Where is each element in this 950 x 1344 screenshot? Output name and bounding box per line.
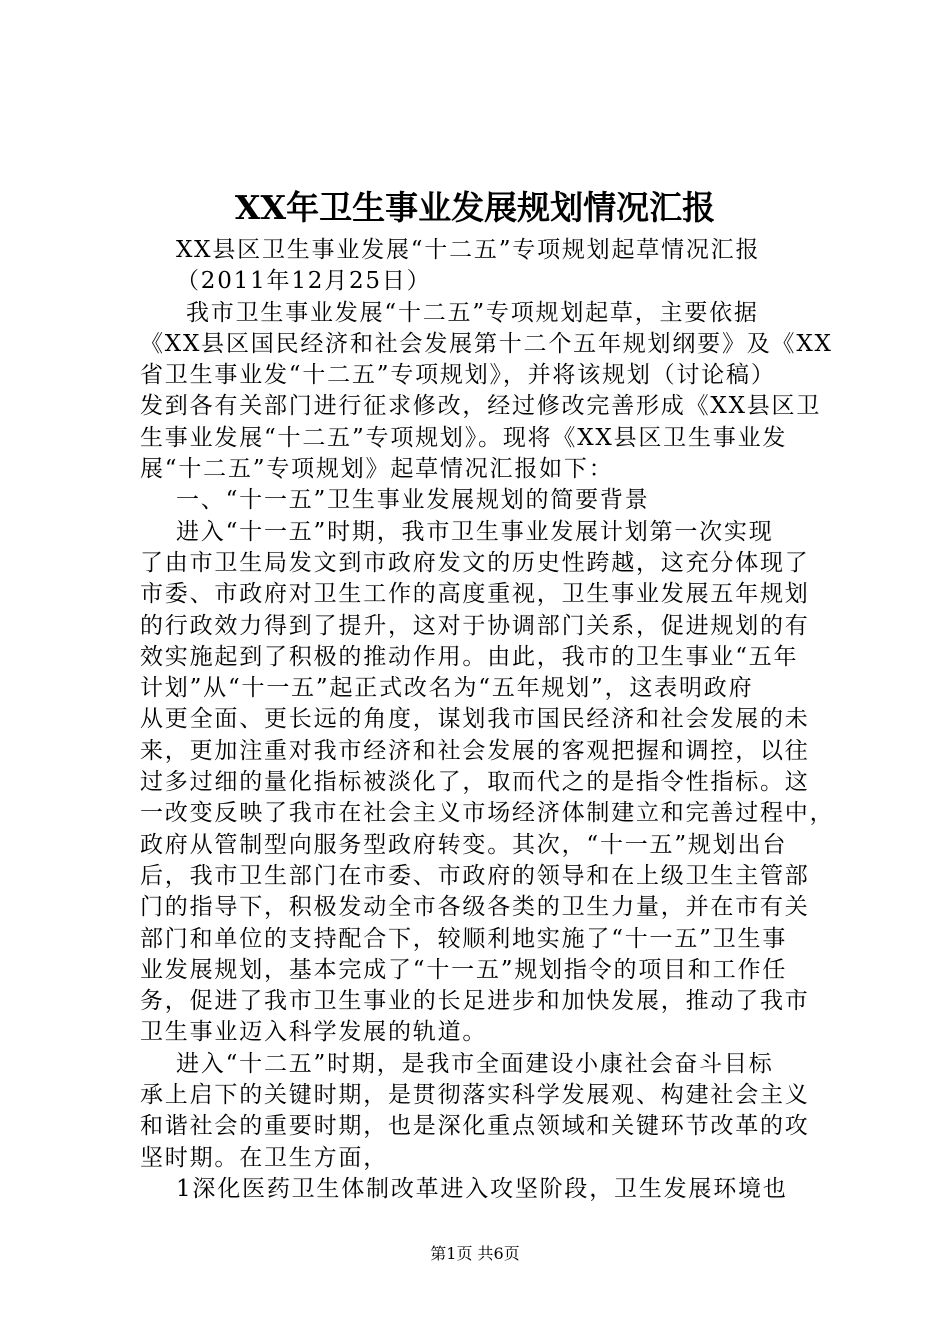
paragraph-line: 了由市卫生局发文到市政府发文的历史性跨越，这充分体现了: [140, 549, 810, 576]
paragraph-line: 省卫生事业发“十二五”专项规划》，并将该规划（讨论稿）: [140, 362, 776, 389]
paragraph-line: 和谐社会的重要时期，也是深化重点领域和关键环节改革的攻: [140, 1113, 810, 1140]
paragraph-line: 进入“十二五”时期，是我市全面建设小康社会奋斗目标: [176, 1050, 774, 1077]
report-date: （2011年12月25日）: [176, 268, 432, 295]
paragraph-line: 来，更加注重对我市经济和社会发展的客观把握和调控，以往: [140, 737, 810, 764]
paragraph-line: 市委、市政府对卫生工作的高度重视，卫生事业发展五年规划: [140, 581, 810, 608]
paragraph-line: 业发展规划，基本完成了“十一五”规划指令的项目和工作任: [140, 956, 788, 983]
paragraph-line: 卫生事业迈入科学发展的轨道。: [140, 1019, 488, 1046]
paragraph-line: 部门和单位的支持配合下，较顺利地实施了“十一五”卫生事: [140, 925, 788, 952]
paragraph-line: 后，我市卫生部门在市委、市政府的领导和在上级卫生主管部: [140, 862, 810, 889]
paragraph-line: 生事业发展“十二五”专项规划》。现将《XX县区卫生事业发: [140, 424, 788, 451]
paragraph-line: 发到各有关部门进行征求修改，经过修改完善形成《XX县区卫: [140, 393, 822, 420]
paragraph-line: 展“十二五”专项规划》起草情况汇报如下：: [140, 456, 614, 483]
paragraph-line: 进入“十一五”时期，我市卫生事业发展计划第一次实现: [176, 518, 774, 545]
paragraph-line: 过多过细的量化指标被淡化了，取而代之的是指令性指标。这: [140, 769, 810, 796]
paragraph-line: 务，促进了我市卫生事业的长足进步和加快发展，推动了我市: [140, 988, 810, 1015]
paragraph-line: 坚时期。在卫生方面，: [140, 1144, 388, 1171]
paragraph-line: 效实施起到了积极的推动作用。由此，我市的卫生事业“五年: [140, 643, 799, 670]
paragraph-line: 《XX县区国民经济和社会发展第十二个五年规划纲要》及《XX: [140, 330, 833, 357]
paragraph-line: 我市卫生事业发展“十二五”专项规划起草，主要依据: [186, 299, 759, 326]
page-indicator: 第1页 共6页: [430, 1244, 520, 1263]
paragraph-line: 承上启下的关键时期，是贯彻落实科学发展观、构建社会主义: [140, 1082, 810, 1109]
paragraph-line: 1深化医药卫生体制改革进入攻坚阶段，卫生发展环境也: [176, 1175, 788, 1202]
document-title: XX年卫生事业发展规划情况汇报: [234, 188, 716, 227]
document-body: [140, 235, 835, 1205]
paragraph-line: 从更全面、更长远的角度，谋划我市国民经济和社会发展的未: [140, 706, 810, 733]
paragraph-line: 的行政效力得到了提升，这对于协调部门关系，促进规划的有: [140, 612, 810, 639]
paragraph-line: 政府从管制型向服务型政府转变。其次，“十一五”规划出台: [140, 831, 788, 858]
paragraph-line: 门的指导下，积极发动全市各级各类的卫生力量，并在市有关: [140, 894, 810, 921]
section-heading: 一、“十一五”卫生事业发展规划的简要背景: [176, 487, 650, 514]
paragraph-line: 计划”从“十一五”起正式改名为“五年规划”，这表明政府: [140, 675, 754, 702]
subtitle: XX县区卫生事业发展“十二五”专项规划起草情况汇报: [176, 237, 761, 263]
paragraph-line: 一改变反映了我市在社会主义市场经济体制建立和完善过程中，: [140, 800, 835, 827]
